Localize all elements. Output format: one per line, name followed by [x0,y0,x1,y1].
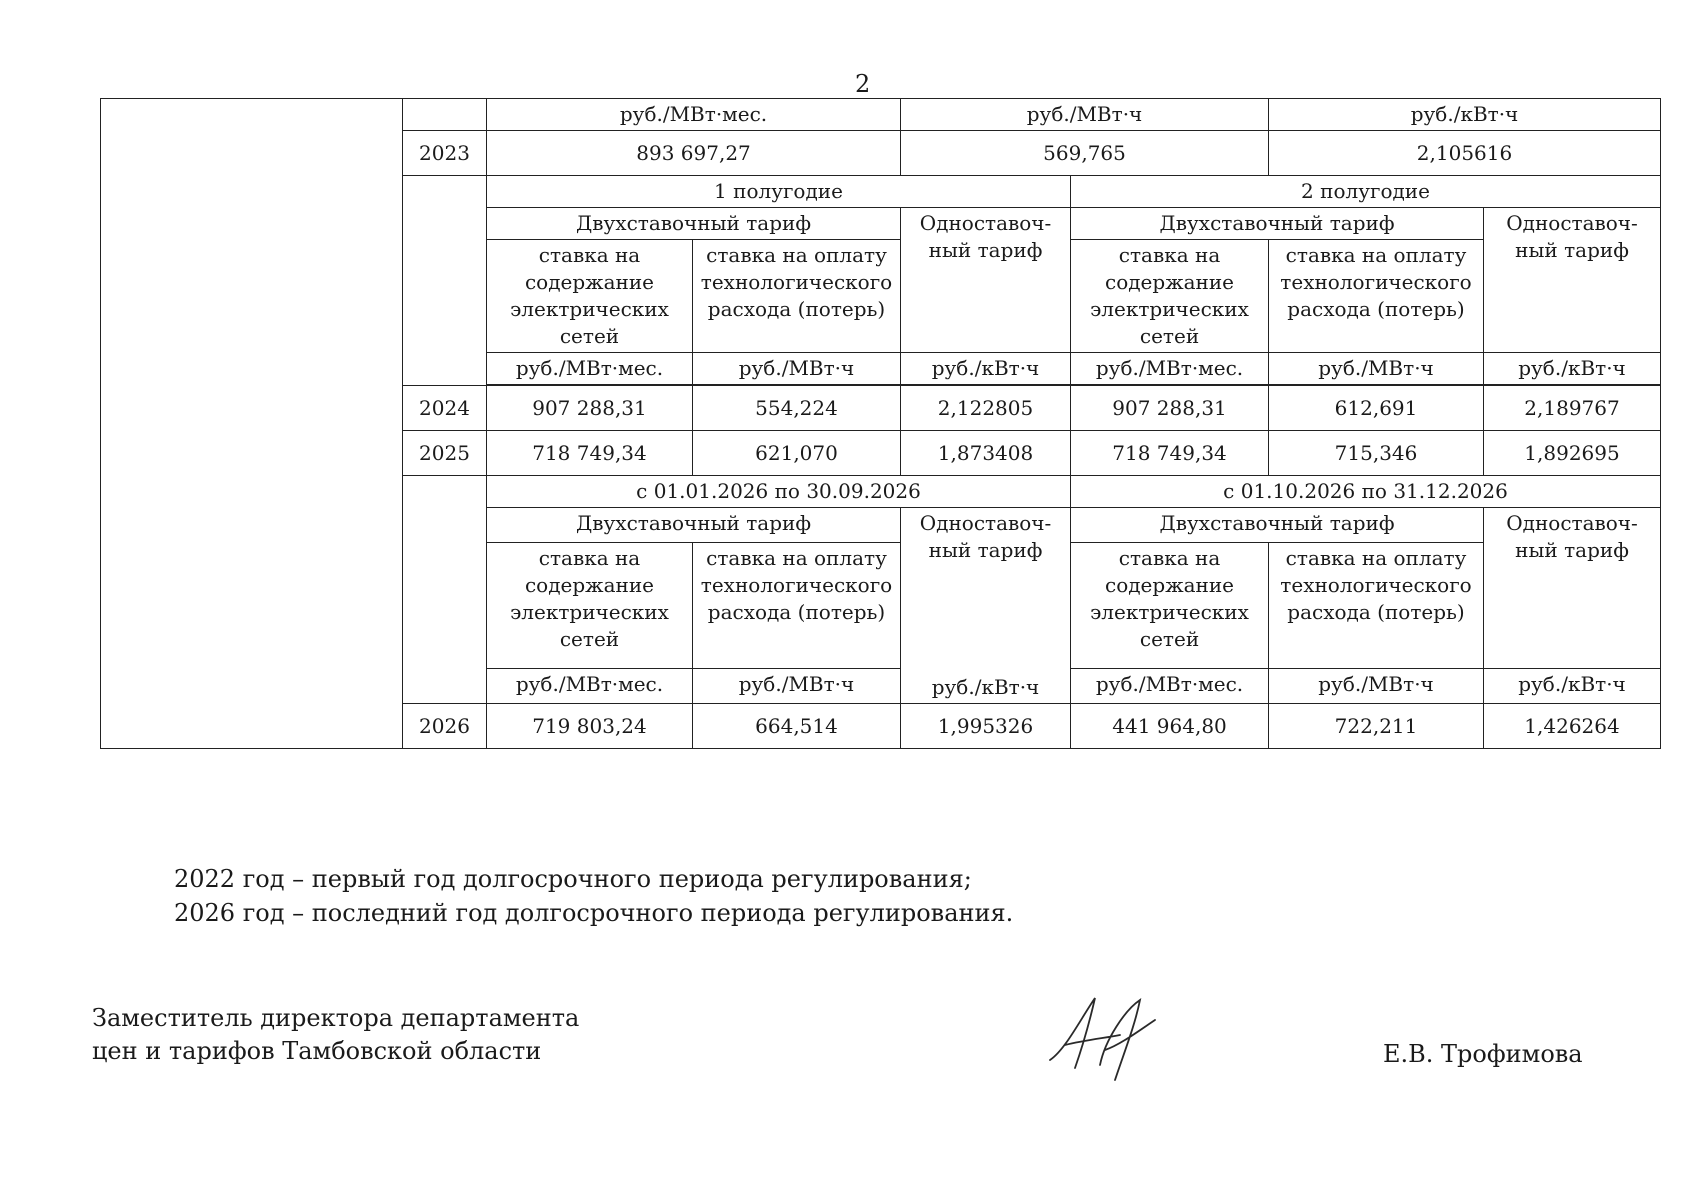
value-cell: 569,765 [901,131,1269,176]
value-cell: 907 288,31 [1071,386,1269,431]
maintenance-header: ставка на содержание электрических сетей [1071,240,1269,353]
two-part-header: Двухставочный тариф [487,208,901,240]
period-header: с 01.10.2026 по 31.12.2026 [1071,476,1661,508]
note-line: 2022 год – первый год долгосрочного периода регулирования; [174,865,972,893]
value-cell: 1,873408 [901,431,1071,476]
one-part-header: Одноставоч-ный тариф [1484,508,1661,669]
losses-header: ставка на оплату технологического расхода (потерь) [693,543,901,668]
signer-name: Е.В. Трофимова [1383,1040,1583,1068]
value-cell: 715,346 [1269,431,1484,476]
tariff-table [100,98,1661,749]
unit-cell: руб./МВт·ч [693,353,901,385]
value-cell: 2,105616 [1269,131,1661,176]
signer-title [92,1002,579,1068]
value-cell: 907 288,31 [487,386,693,431]
unit-cell: руб./кВт·ч [1484,353,1661,385]
two-part-header: Двухставочный тариф [1071,208,1484,240]
one-part-header: Одноставоч-ный тариф [901,208,1071,353]
value-cell: 718 749,34 [487,431,693,476]
handwritten-signature [1045,990,1160,1085]
two-part-header: Двухставочный тариф [1071,508,1484,543]
unit-cell: руб./МВт·ч [1269,353,1484,385]
two-part-header: Двухставочный тариф [487,508,901,543]
period-header: с 01.01.2026 по 30.09.2026 [487,476,1071,508]
value-cell: 554,224 [693,386,901,431]
units-row-2023 [101,99,1661,131]
one-part-header [901,508,1071,704]
left-blank-column [101,99,403,749]
unit-cell: руб./кВт·ч [931,675,1040,699]
value-cell: 718 749,34 [1071,431,1269,476]
signer-title-line: цен и тарифов Тамбовской области [92,1037,542,1065]
one-part-header: Одноставоч-ный тариф [1484,208,1661,353]
year-cell: 2025 [403,431,487,476]
value-cell: 664,514 [693,704,901,749]
year-cell: 2024 [403,386,487,431]
value-cell: 2,189767 [1484,386,1661,431]
notes [174,862,1013,930]
value-cell: 722,211 [1269,704,1484,749]
period-header: 1 полугодие [487,176,1071,208]
unit-cell: руб./МВт·ч [693,668,901,703]
unit-cell: руб./кВт·ч [1484,668,1661,703]
value-cell: 612,691 [1269,386,1484,431]
one-part-label: Одноставоч-ный тариф [919,511,1052,562]
unit-cell: руб./кВт·ч [1269,99,1661,131]
note-line: 2026 год – последний год долгосрочного периода регулирования. [174,899,1014,927]
maintenance-header: ставка на содержание электрических сетей [1071,543,1269,668]
losses-header: ставка на оплату технологического расхода (потерь) [1269,543,1484,668]
unit-cell: руб./МВт·мес. [487,99,901,131]
page-number: 2 [855,70,871,98]
signer-title-line: Заместитель директора департамента [92,1004,580,1032]
year-cell: 2023 [403,131,487,176]
value-cell: 2,122805 [901,386,1071,431]
value-cell: 719 803,24 [487,704,693,749]
unit-cell: руб./МВт·ч [1269,668,1484,703]
year-cell: 2026 [403,704,487,749]
unit-cell: руб./МВт·ч [901,99,1269,131]
maintenance-header: ставка на содержание электрических сетей [487,240,693,353]
unit-cell: руб./МВт·мес. [487,668,693,703]
losses-header: ставка на оплату технологического расхода (потерь) [1269,240,1484,353]
unit-cell: руб./МВт·мес. [1071,668,1269,703]
period-header: 2 полугодие [1071,176,1661,208]
unit-cell: руб./МВт·мес. [1071,353,1269,385]
unit-cell: руб./кВт·ч [901,353,1071,385]
value-cell: 1,995326 [901,704,1071,749]
value-cell: 1,426264 [1484,704,1661,749]
value-cell: 441 964,80 [1071,704,1269,749]
unit-cell: руб./МВт·мес. [487,353,693,385]
value-cell: 1,892695 [1484,431,1661,476]
value-cell: 893 697,27 [487,131,901,176]
maintenance-header: ставка на содержание электрических сетей [487,543,693,668]
losses-header: ставка на оплату технологического расхода (потерь) [693,240,901,353]
value-cell: 621,070 [693,431,901,476]
